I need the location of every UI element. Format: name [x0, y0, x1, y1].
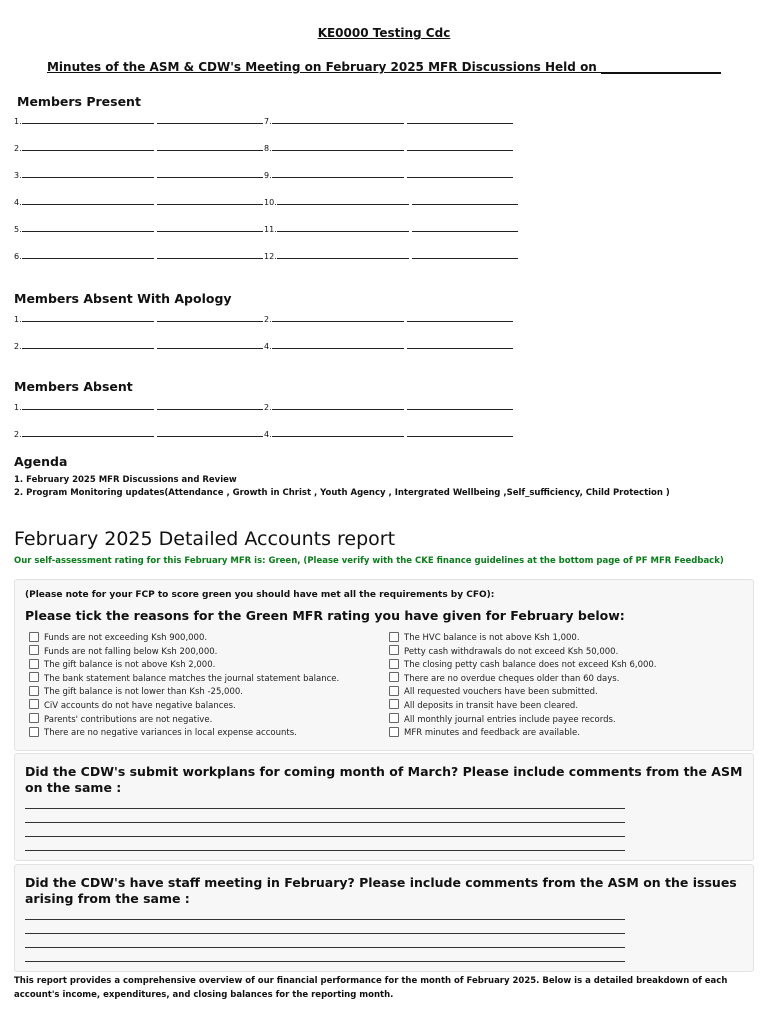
name-blank[interactable]: [22, 340, 154, 349]
member-row: [14, 196, 263, 208]
checklist-item[interactable]: [29, 686, 339, 700]
answer-line[interactable]: [25, 947, 625, 948]
member-row: [14, 340, 263, 352]
signature-blank[interactable]: [407, 313, 513, 322]
checkbox[interactable]: [389, 632, 399, 642]
report-title: February 2025 Detailed Accounts report: [14, 528, 396, 550]
name-blank[interactable]: [277, 196, 409, 205]
checklist-label: Funds are not exceeding Ksh 900,000.: [44, 633, 208, 643]
member-row: [14, 142, 263, 154]
document-subtitle: Minutes of the ASM & CDW's Meeting on February 2025 MFR Discussions Held on ____________________: [46, 60, 722, 74]
name-blank[interactable]: [22, 401, 154, 410]
signature-blank[interactable]: [157, 428, 263, 437]
checkbox[interactable]: [389, 659, 399, 669]
member-row: [264, 223, 518, 235]
checklist-label: Petty cash withdrawals do not exceed Ksh 50,000.: [404, 646, 619, 657]
member-number: 2.: [264, 315, 272, 324]
checklist-label: The HVC balance is not above Ksh 1,000.: [404, 633, 580, 643]
checklist-label: All deposits in transit have been cleared.: [404, 700, 579, 711]
checkbox[interactable]: [29, 672, 39, 682]
checkbox[interactable]: [29, 699, 39, 709]
signature-blank[interactable]: [157, 169, 263, 178]
checklist-item[interactable]: [29, 659, 339, 673]
member-number: 12.: [264, 252, 277, 261]
member-row: [264, 313, 513, 325]
workplans-question: Did the CDW's submit workplans for coming month of March? Please include comments from the ASM on the same :: [25, 764, 743, 795]
checklist-label: The bank statement balance matches the journal statement balance.: [44, 673, 340, 684]
checklist-item[interactable]: [29, 646, 339, 660]
name-blank[interactable]: [22, 223, 154, 232]
checklist-item[interactable]: [29, 632, 339, 646]
member-number: 3.: [14, 171, 22, 180]
checkbox[interactable]: [389, 686, 399, 696]
checklist-item[interactable]: [389, 714, 657, 728]
name-blank[interactable]: [22, 169, 154, 178]
checkbox[interactable]: [29, 686, 39, 696]
checklist-left: [29, 632, 339, 741]
agenda-item: 2. Program Monitoring updates(Attendance , Growth in Christ , Youth Agency , Intergrated Wellbeing ,Self_sufficiency, Child Protection ): [14, 488, 670, 498]
checklist-label: The gift balance is not lower than Ksh -25,000.: [44, 687, 243, 698]
checkbox[interactable]: [29, 645, 39, 655]
member-number: 6.: [14, 252, 22, 261]
member-row: [264, 250, 518, 262]
signature-blank[interactable]: [407, 340, 513, 349]
name-blank[interactable]: [272, 401, 404, 410]
signature-blank[interactable]: [157, 223, 263, 232]
name-blank[interactable]: [272, 340, 404, 349]
name-blank[interactable]: [272, 313, 404, 322]
answer-line[interactable]: [25, 933, 625, 934]
member-row: [264, 169, 513, 181]
name-blank[interactable]: [22, 142, 154, 151]
member-number: 5.: [14, 225, 22, 234]
checklist-item[interactable]: [389, 727, 657, 741]
name-blank[interactable]: [272, 169, 404, 178]
checkbox[interactable]: [29, 659, 39, 669]
staff-meeting-question: Did the CDW's have staff meeting in February? Please include comments from the ASM on the issues arising from the same :: [25, 875, 737, 906]
checkbox[interactable]: [29, 727, 39, 737]
member-number: 2.: [14, 430, 22, 439]
checklist-label: There are no overdue cheques older than 60 days.: [404, 673, 620, 684]
member-row: [264, 115, 513, 127]
checklist-item[interactable]: [389, 700, 657, 714]
name-blank[interactable]: [22, 428, 154, 437]
members-absent-apology-heading: Members Absent With Apology: [14, 291, 232, 306]
name-blank[interactable]: [272, 142, 404, 151]
checklist-label: There are no negative variances in local expense accounts.: [44, 728, 297, 739]
member-number: 2.: [14, 144, 22, 153]
signature-blank[interactable]: [157, 401, 263, 410]
signature-blank[interactable]: [407, 169, 513, 178]
answer-line[interactable]: [25, 836, 625, 837]
checklist-label: Parents' contributions are not negative.: [44, 714, 213, 725]
rating-statement: Our self-assessment rating for this February MFR is: Green, (Please verify with the CKE finance guidelines at the bottom page of PF MFR Feedback): [14, 556, 724, 566]
members-present-heading: Members Present: [17, 94, 141, 109]
member-number: 4.: [264, 342, 272, 351]
member-number: 4.: [14, 198, 22, 207]
member-number: 2.: [14, 342, 22, 351]
checklist-label: MFR minutes and feedback are available.: [404, 728, 580, 739]
report-summary: This report provides a comprehensive overview of our financial performance for the month of February 2025. Below is a detailed breakdown of each account's income, expenditures, and closing balances for the reporting month.: [14, 976, 728, 1000]
name-blank[interactable]: [277, 223, 409, 232]
workplans-question-panel: [14, 753, 754, 861]
answer-line[interactable]: [25, 850, 625, 851]
checklist-item[interactable]: [29, 700, 339, 714]
signature-blank[interactable]: [157, 115, 263, 124]
checklist-label: The gift balance is not above Ksh 2,000.: [44, 660, 216, 671]
member-row: [14, 250, 263, 262]
member-number: 10.: [264, 198, 277, 207]
member-row: [14, 115, 263, 127]
checklist-label: All monthly journal entries include payee records.: [404, 714, 616, 725]
name-blank[interactable]: [22, 115, 154, 124]
answer-line[interactable]: [25, 808, 625, 809]
member-row: [264, 142, 513, 154]
member-number: 2.: [264, 403, 272, 412]
member-row: [264, 401, 513, 413]
checkbox[interactable]: [389, 672, 399, 682]
staff-meeting-question-panel: [14, 864, 754, 972]
checklist-right: [389, 632, 657, 741]
signature-blank[interactable]: [157, 340, 263, 349]
signature-blank[interactable]: [407, 142, 513, 151]
member-number: 9.: [264, 171, 272, 180]
answer-line[interactable]: [25, 919, 625, 920]
document-title: KE0000 Testing Cdc: [317, 26, 451, 40]
member-number: 8.: [264, 144, 272, 153]
checkbox[interactable]: [389, 727, 399, 737]
checkbox[interactable]: [389, 713, 399, 723]
checkbox[interactable]: [389, 699, 399, 709]
signature-blank[interactable]: [157, 196, 263, 205]
member-row: [14, 313, 263, 325]
signature-blank[interactable]: [407, 401, 513, 410]
green-rating-panel: [14, 579, 754, 751]
member-row: [264, 196, 518, 208]
answer-line[interactable]: [25, 822, 625, 823]
signature-blank[interactable]: [157, 142, 263, 151]
members-absent-heading: Members Absent: [14, 379, 133, 394]
member-row: [14, 428, 263, 440]
name-blank[interactable]: [22, 196, 154, 205]
signature-blank[interactable]: [412, 250, 518, 259]
member-row: [264, 428, 513, 440]
name-blank[interactable]: [277, 250, 409, 259]
name-blank[interactable]: [22, 250, 154, 259]
member-number: 1.: [14, 117, 22, 126]
checklist-item[interactable]: [29, 727, 339, 741]
member-number: 1.: [14, 403, 22, 412]
checklist-item[interactable]: [389, 646, 657, 660]
signature-blank[interactable]: [407, 115, 513, 124]
member-row: [14, 401, 263, 413]
name-blank[interactable]: [272, 115, 404, 124]
member-row: [14, 169, 263, 181]
agenda-item: 1. February 2025 MFR Discussions and Review: [14, 475, 237, 485]
member-number: 4.: [264, 430, 272, 439]
checkbox[interactable]: [389, 645, 399, 655]
checkbox[interactable]: [29, 632, 39, 642]
checklist-label: CiV accounts do not have negative balances.: [44, 700, 236, 711]
checklist-label: All requested vouchers have been submitted.: [404, 687, 598, 698]
signature-blank[interactable]: [157, 250, 263, 259]
name-blank[interactable]: [272, 428, 404, 437]
checklist-label: The closing petty cash balance does not exceed Ksh 6,000.: [404, 660, 657, 671]
agenda-heading: Agenda: [14, 454, 68, 469]
answer-line[interactable]: [25, 961, 625, 962]
signature-blank[interactable]: [407, 428, 513, 437]
signature-blank[interactable]: [412, 223, 518, 232]
member-number: 7.: [264, 117, 272, 126]
checkbox[interactable]: [29, 713, 39, 723]
checklist-item[interactable]: [389, 686, 657, 700]
signature-blank[interactable]: [412, 196, 518, 205]
green-rating-note: (Please note for your FCP to score green you should have met all the requirements by CFO):: [25, 590, 495, 600]
green-rating-heading: Please tick the reasons for the Green MFR rating you have given for February below:: [25, 608, 625, 623]
member-number: 1.: [14, 315, 22, 324]
signature-blank[interactable]: [157, 313, 263, 322]
member-row: [14, 223, 263, 235]
checklist-item[interactable]: [389, 673, 657, 687]
member-number: 11.: [264, 225, 277, 234]
checklist-item[interactable]: [389, 659, 657, 673]
name-blank[interactable]: [22, 313, 154, 322]
checklist-item[interactable]: [29, 714, 339, 728]
checklist-item[interactable]: [29, 673, 339, 687]
member-row: [264, 340, 513, 352]
checklist-item[interactable]: [389, 632, 657, 646]
checklist-label: Funds are not falling below Ksh 200,000.: [44, 646, 218, 657]
